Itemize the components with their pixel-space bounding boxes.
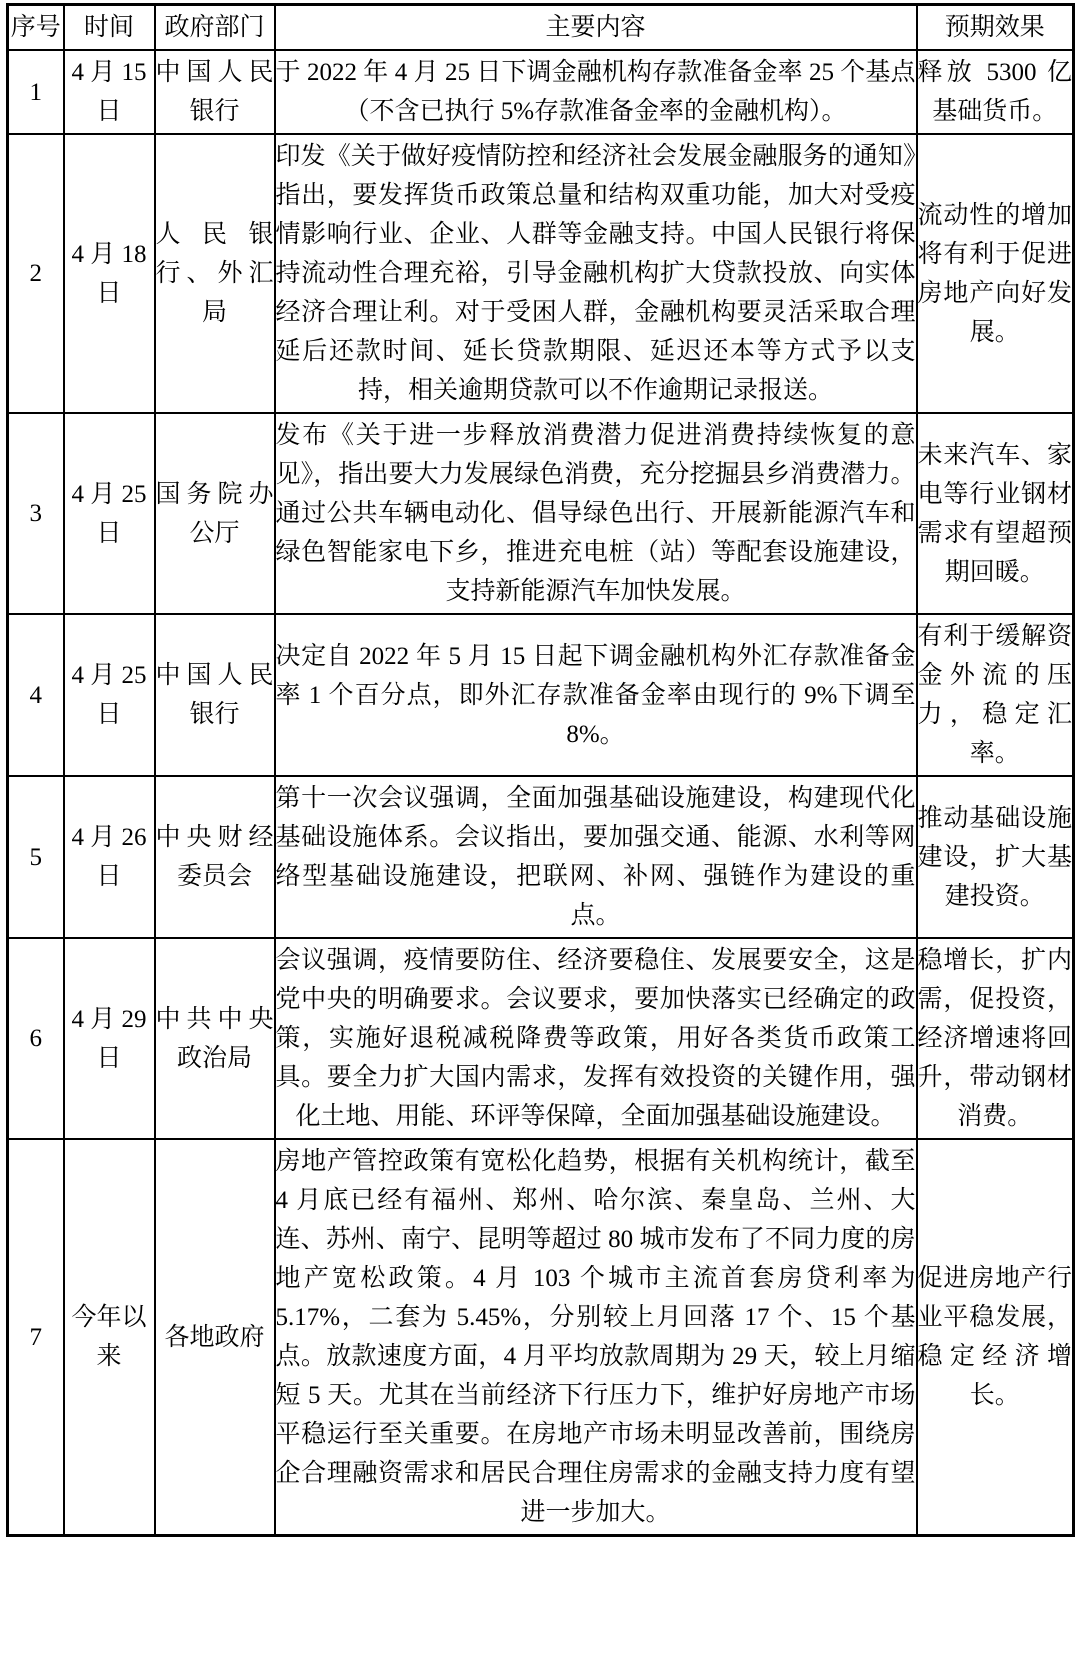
policy-table [6, 3, 1075, 1537]
table-row [8, 938, 1074, 1139]
table-body [8, 50, 1074, 1536]
number-cell: 4 [8, 614, 64, 776]
header-cell-department: 政府部门 [155, 5, 275, 51]
effect-cell: 流动性的增加将有利于促进房地产向好发展。 [917, 134, 1074, 413]
department-cell: 人民银行、外汇局 [155, 134, 275, 413]
time-cell: 4 月 15 日 [64, 50, 155, 134]
content-cell: 第十一次会议强调，全面加强基础设施建设，构建现代化基础设施体系。会议指出，要加强交通、能源、水利等网络型基础设施建设，把联网、补网、强链作为建设的重点。 [275, 776, 917, 938]
department-cell: 中国人民银行 [155, 614, 275, 776]
time-cell: 4 月 25 日 [64, 413, 155, 614]
time-cell: 4 月 18 日 [64, 134, 155, 413]
effect-cell: 释放 5300 亿基础货币。 [917, 50, 1074, 134]
effect-cell: 推动基础设施建设，扩大基建投资。 [917, 776, 1074, 938]
content-cell: 会议强调，疫情要防住、经济要稳住、发展要安全，这是党中央的明确要求。会议要求，要加快落实已经确定的政策，实施好退税减税降费等政策，用好各类货币政策工具。要全力扩大国内需求，发挥有效投资的关键作用，强化土地、用能、环评等保障，全面加强基础设施建设。 [275, 938, 917, 1139]
content-cell: 印发《关于做好疫情防控和经济社会发展金融服务的通知》指出，要发挥货币政策总量和结构双重功能，加大对受疫情影响行业、企业、人群等金融支持。中国人民银行将保持流动性合理充裕，引导金融机构扩大贷款投放、向实体经济合理让利。对于受困人群，金融机构要灵活采取合理延后还款时间、延长贷款期限、延迟还本等方式予以支持，相关逾期贷款可以不作逾期记录报送。 [275, 134, 917, 413]
content-cell: 于 2022 年 4 月 25 日下调金融机构存款准备金率 25 个基点（不含已执行 5%存款准备金率的金融机构）。 [275, 50, 917, 134]
table-row [8, 776, 1074, 938]
content-cell: 房地产管控政策有宽松化趋势，根据有关机构统计，截至 4 月底已经有福州、郑州、哈尔滨、秦皇岛、兰州、大连、苏州、南宁、昆明等超过 80 城市发布了不同力度的房地产宽松政策。4 月 103 个城市主流首套房贷利率为 5.17%，二套为 5.45%，分别较上月回落 17 个、15 个基点。放款速度方面，4 月平均放款周期为 29 天，较上月缩短 5 天。尤其在当前经济下行压力下，维护好房地产市场平稳运行至关重要。在房地产市场未明显改善前，围绕房企合理融资需求和居民合理住房需求的金融支持力度有望进一步加大。 [275, 1139, 917, 1536]
number-cell: 2 [8, 134, 64, 413]
content-cell: 发布《关于进一步释放消费潜力促进消费持续恢复的意见》，指出要大力发展绿色消费，充分挖掘县乡消费潜力。通过公共车辆电动化、倡导绿色出行、开展新能源汽车和绿色智能家电下乡，推进充电桩（站）等配套设施建设，支持新能源汽车加快发展。 [275, 413, 917, 614]
time-cell: 4 月 26 日 [64, 776, 155, 938]
header-cell-time: 时间 [64, 5, 155, 51]
department-cell: 国务院办公厅 [155, 413, 275, 614]
effect-cell: 未来汽车、家电等行业钢材需求有望超预期回暖。 [917, 413, 1074, 614]
table-header-row [8, 5, 1074, 51]
number-cell: 3 [8, 413, 64, 614]
effect-cell: 稳增长，扩内需，促投资，经济增速将回升，带动钢材消费。 [917, 938, 1074, 1139]
number-cell: 6 [8, 938, 64, 1139]
table-row [8, 413, 1074, 614]
time-cell: 今年以来 [64, 1139, 155, 1536]
table-row [8, 5, 1074, 51]
time-cell: 4 月 25 日 [64, 614, 155, 776]
effect-cell: 促进房地产行业平稳发展，稳定经济增长。 [917, 1139, 1074, 1536]
table-row [8, 134, 1074, 413]
content-cell: 决定自 2022 年 5 月 15 日起下调金融机构外汇存款准备金率 1 个百分点，即外汇存款准备金率由现行的 9%下调至 8%。 [275, 614, 917, 776]
department-cell: 中央财经委员会 [155, 776, 275, 938]
number-cell: 5 [8, 776, 64, 938]
table-row [8, 1139, 1074, 1536]
header-cell-number: 序号 [8, 5, 64, 51]
department-cell: 各地政府 [155, 1139, 275, 1536]
number-cell: 1 [8, 50, 64, 134]
table-row [8, 614, 1074, 776]
department-cell: 中共中央政治局 [155, 938, 275, 1139]
effect-cell: 有利于缓解资金外流的压力，稳定汇率。 [917, 614, 1074, 776]
number-cell: 7 [8, 1139, 64, 1536]
department-cell: 中国人民银行 [155, 50, 275, 134]
table-row [8, 50, 1074, 134]
header-cell-effect: 预期效果 [917, 5, 1074, 51]
time-cell: 4 月 29 日 [64, 938, 155, 1139]
header-cell-content: 主要内容 [275, 5, 917, 51]
